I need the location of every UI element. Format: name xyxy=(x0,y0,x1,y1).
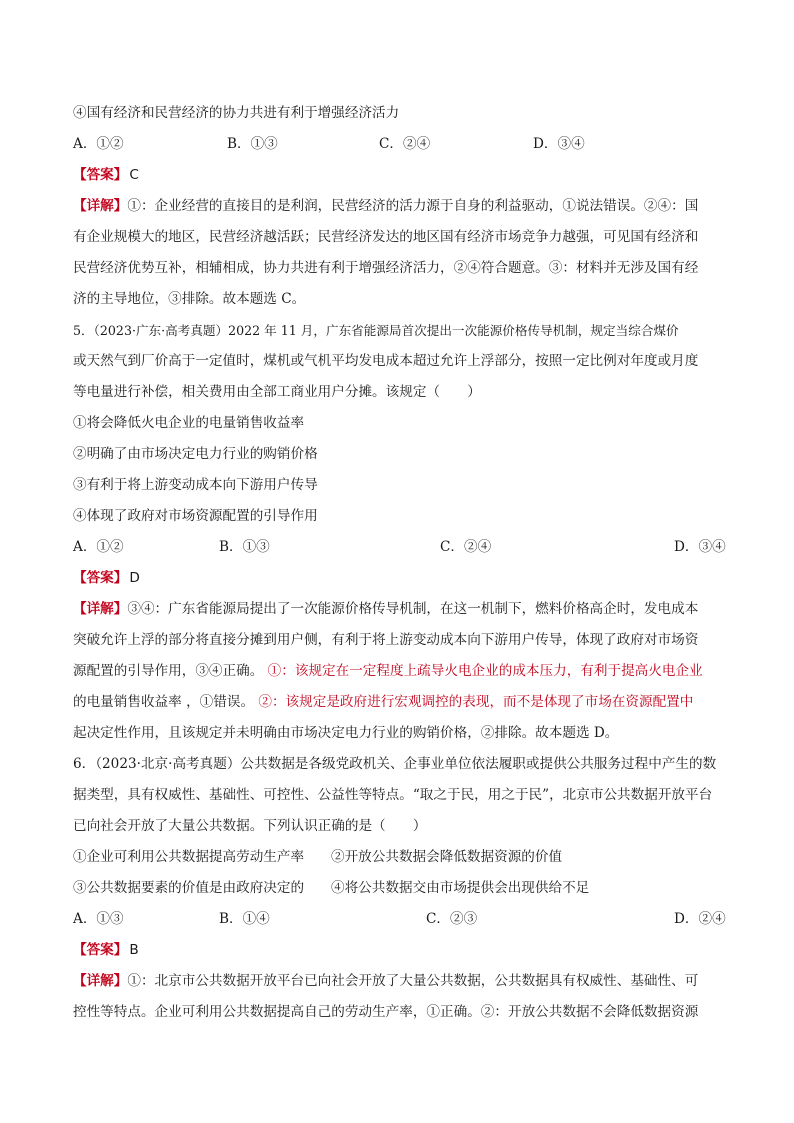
detail-tag: 【详解】 xyxy=(73,973,128,989)
q4-answer xyxy=(73,160,723,191)
q5-option-c: C．②④ xyxy=(440,539,492,555)
document-page xyxy=(73,98,726,1028)
detail-tag: 【详解】 xyxy=(73,601,128,617)
q5-statement-1: ①将会降低火电企业的电量销售收益率 xyxy=(73,415,305,431)
q6-statements-row-2 xyxy=(73,873,723,904)
q5-options xyxy=(73,532,726,563)
detail-text: ①：北京市公共数据开放平台已向社会开放了大量公共数据，公共数据具有权威性、基础性、可 xyxy=(127,973,699,989)
q5-detail-line-1 xyxy=(73,594,723,625)
q5-detail-line-5: 起决定性作用，且该规定并未明确由市场决定电力行业的购销价格，②排除。故本题选 D。 xyxy=(73,725,619,741)
q4-statement-4: ④国有经济和民营经济的协力共进有利于增强经济活力 xyxy=(73,105,400,121)
q4-detail-line-4: 济的主导地位，③排除。故本题选 C。 xyxy=(73,291,306,307)
q6-statement-3: ③公共数据要素的价值是由政府决定的 xyxy=(73,880,305,896)
q6-stem-line-2: 据类型，具有权威性、基础性、可控性、公益性等特点。“取之于民，用之于民”，北京市公共数据开放平台 xyxy=(73,787,713,803)
answer-value: D xyxy=(129,570,140,586)
q5-detail-line-3 xyxy=(73,656,723,687)
q6-detail-line-2: 控性等特点。企业可利用公共数据提高自己的劳动生产率，①正确。②：开放公共数据不会降低数据资源 xyxy=(73,1004,699,1020)
q6-option-a: A．①③ xyxy=(73,911,124,927)
q6-option-c: C．②③ xyxy=(426,911,478,927)
q6-option-d: D．②④ xyxy=(674,911,726,927)
answer-tag: 【答案】 xyxy=(73,570,128,586)
q4-option-a: A．①② xyxy=(73,136,124,152)
q6-stem-line-1: 6．（2023·北京·高考真题）公共数据是各级党政机关、企事业单位依法履职或提供公共服务过程中产生的数 xyxy=(73,756,717,772)
q6-options xyxy=(73,904,726,935)
q5-stem-line-3: 等电量进行补偿，相关费用由全部工商业用户分摊。该规定（ ） xyxy=(73,384,481,400)
detail-text: ①：企业经营的直接目的是利润，民营经济的活力源于自身的利益驱动，①说法错误。②④：国 xyxy=(127,198,699,214)
detail-highlight: ②：该规定是政府进行宏观调控的表现，而不是体现了市场在资源配置中 xyxy=(258,694,694,710)
q4-detail-line-2: 有企业规模大的地区，民营经济越活跃；民营经济发达的地区国有经济市场竞争力越强，可见国有经济和 xyxy=(73,229,699,245)
q6-detail-line-1 xyxy=(73,966,723,997)
answer-value: C xyxy=(129,167,139,183)
q6-statement-2: ②开放公共数据会降低数据资源的价值 xyxy=(331,849,563,865)
q4-option-c: C．②④ xyxy=(379,136,431,152)
answer-tag: 【答案】 xyxy=(73,167,128,183)
answer-value: B xyxy=(129,942,139,958)
q5-detail-line-4 xyxy=(73,687,723,718)
q6-option-b: B．①④ xyxy=(219,911,270,927)
q6-statement-1: ①企业可利用公共数据提高劳动生产率 xyxy=(73,849,305,865)
detail-text: ③④：广东省能源局提出了一次能源价格传导机制，在这一机制下，燃料价格高企时，发电成本 xyxy=(127,601,699,617)
q4-option-d: D．③④ xyxy=(533,136,585,152)
detail-highlight: ①：该规定在一定程度上疏导火电企业的成本压力，有利于提高火电企业 xyxy=(267,663,703,679)
q5-option-a: A．①② xyxy=(73,539,124,555)
q4-detail-line-1 xyxy=(73,191,723,222)
detail-text: 源配置的引导作用，③④正确。 xyxy=(73,663,264,679)
q5-stem-line-1: 5．（2023·广东·高考真题）2022 年 11 月，广东省能源局首次提出一次能源价格传导机制，规定当综合煤价 xyxy=(73,323,679,338)
q5-statement-4: ④体现了政府对市场资源配置的引导作用 xyxy=(73,508,318,524)
q5-stem-line-2: 或天然气到厂价高于一定值时，煤机或气机平均发电成本超过允许上浮部分，按照一定比例对年度或月度 xyxy=(73,353,699,369)
q6-statement-4: ④将公共数据交由市场提供会出现供给不足 xyxy=(331,880,590,896)
answer-tag: 【答案】 xyxy=(73,942,128,958)
q5-statement-3: ③有利于将上游变动成本向下游用户传导 xyxy=(73,477,318,493)
q5-answer xyxy=(73,563,723,594)
q4-options xyxy=(73,129,723,160)
q5-detail-line-2: 突破允许上浮的部分将直接分摊到用户侧，有利于将上游变动成本向下游用户传导，体现了政府对市场资 xyxy=(73,632,699,648)
q6-stem-line-3: 已向社会开放了大量公共数据。下列认识正确的是（ ） xyxy=(73,818,427,834)
q5-statement-2: ②明确了由市场决定电力行业的购销价格 xyxy=(73,446,318,462)
q6-statements-row-1 xyxy=(73,842,723,873)
detail-text: 的电量销售收益率 ，①错误。 xyxy=(73,694,255,710)
q4-option-b: B．①③ xyxy=(227,136,278,152)
q5-option-d: D．③④ xyxy=(674,539,726,555)
q5-option-b: B．①③ xyxy=(219,539,270,555)
q6-answer xyxy=(73,935,723,966)
q4-detail-line-3: 民营经济优势互补，相辅相成，协力共进有利于增强经济活力，②④符合题意。③：材料并无涉及国有经 xyxy=(73,260,699,276)
detail-tag: 【详解】 xyxy=(73,198,128,214)
